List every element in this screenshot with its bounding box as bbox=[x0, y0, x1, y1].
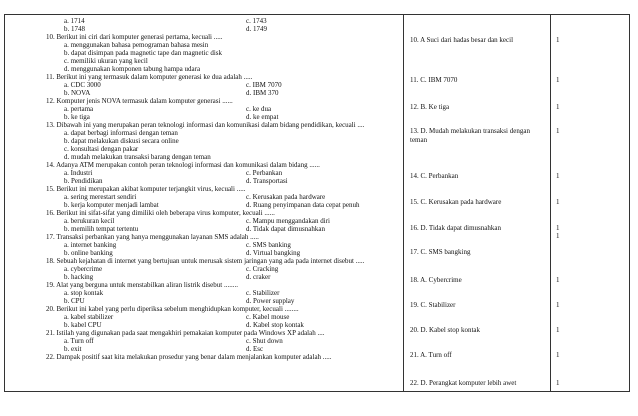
question-line: 14. Adanya ATM merupakan contoh peran teknologi informasi dan komunikasi dalam bidang ...... bbox=[46, 161, 320, 169]
question-line: a. Industri bbox=[64, 169, 93, 177]
question-line: b. kerja komputer menjadi lambat bbox=[64, 201, 159, 209]
answer-key-item: 22. D. Perangkat komputer lebih awet bbox=[410, 379, 517, 387]
question-line: a. cybercrime bbox=[64, 265, 103, 273]
question-line: a. kabel stabilizer bbox=[64, 313, 114, 321]
score-value: 1 bbox=[556, 127, 560, 135]
question-line: b. kabel CPU bbox=[64, 321, 102, 329]
question-line: b. CPU bbox=[64, 297, 85, 305]
question-line: b. exit bbox=[64, 345, 82, 353]
answer-key-item: 18. A. Cybercrime bbox=[410, 276, 462, 284]
question-line: c. memiliki ukuran yang kecil bbox=[64, 57, 148, 65]
question-line: b. dapat melakukan diskusi secara online bbox=[64, 137, 179, 145]
option-line: d. Esc bbox=[246, 345, 264, 353]
score-value: 1 bbox=[556, 276, 560, 284]
question-line: 13. Dibawah ini yang merupakan peran teknologi informasi dan komunikasi dalam bidang pendidikan, kecuali .... bbox=[46, 121, 365, 129]
question-line: c. konsultasi dengan pakar bbox=[64, 145, 139, 153]
question-line: 18. Sebuah kejahatan di internet yang bertujuan untuk merusak sistem jaringan yang ada pada internet disebut ..... bbox=[46, 257, 365, 265]
score-value: 1 bbox=[556, 103, 560, 111]
option-line: c. Stabilizer bbox=[246, 289, 280, 297]
option-line: c. SMS banking bbox=[246, 241, 291, 249]
question-line: a. stop kontak bbox=[64, 289, 104, 297]
option-line: d. Virtual bangking bbox=[246, 249, 301, 257]
option-line: d. 1749 bbox=[246, 25, 267, 33]
column-divider-answers bbox=[550, 14, 551, 392]
question-line: a. Turn off bbox=[64, 337, 94, 345]
option-line: c. Shut down bbox=[246, 337, 283, 345]
answer-key-item: 21. A. Turn off bbox=[410, 351, 452, 359]
option-line: c. 1743 bbox=[246, 17, 267, 25]
question-line: a. berukuran kecil bbox=[64, 217, 115, 225]
option-line: d. craker bbox=[246, 273, 271, 281]
option-line: d. Kabel stop kontak bbox=[246, 321, 304, 329]
option-line: d. IBM 370 bbox=[246, 89, 279, 97]
option-line: d. Tidak dapat dimusnahkan bbox=[246, 225, 325, 233]
answer-key-item: 19. C. Stabilizer bbox=[410, 301, 456, 309]
answer-key-item: 11. C. IBM 7070 bbox=[410, 76, 458, 84]
question-line: b. hacking bbox=[64, 273, 94, 281]
answer-key-item: 10. A Suci dari hadas besar dan kecil bbox=[410, 36, 514, 44]
option-line: c. IBM 7070 bbox=[246, 81, 282, 89]
score-value: 1 bbox=[556, 301, 560, 309]
score-value: 1 bbox=[556, 326, 560, 334]
question-line: a. 1714 bbox=[64, 17, 85, 25]
answer-key-item: 17. C. SMS bangking bbox=[410, 248, 471, 256]
answer-key-item: 14. C. Perbankan bbox=[410, 172, 459, 180]
question-line: 22. Dampak positif saat kita melakukan prosedur yang benar dalam menjalankan komputer adalah ..... bbox=[46, 353, 332, 361]
question-line: b. NOVA bbox=[64, 89, 91, 97]
question-line: a. internet banking bbox=[64, 241, 117, 249]
answer-key-item: 13. D. Mudah melakukan transaksi dengan teman bbox=[410, 127, 530, 144]
question-line: b. ke tiga bbox=[64, 113, 90, 121]
question-line: 21. Istilah yang digunakan pada saat mengakhiri pemakaian komputer pada Windows XP adalah .... bbox=[46, 329, 325, 337]
score-value: 1 bbox=[556, 198, 560, 206]
question-line: b. Pendidikan bbox=[64, 177, 103, 185]
score-value: 1 bbox=[556, 351, 560, 359]
option-line: c. Cracking bbox=[246, 265, 279, 273]
question-line: d. menggunakan komponen tabung hampa udara bbox=[64, 65, 201, 73]
option-line: d. Ruang penyimpanan data cepat penuh bbox=[246, 201, 360, 209]
question-line: b. 1748 bbox=[64, 25, 85, 33]
question-line: a. sering merestart sendiri bbox=[64, 193, 137, 201]
answer-key-item: 20. D. Kabel stop kontak bbox=[410, 326, 480, 334]
question-line: 12. Komputer jenis NOVA termasuk dalam komputer generasi ...... bbox=[46, 97, 233, 105]
score-value: 1 bbox=[556, 76, 560, 84]
score-value: 1 bbox=[556, 379, 560, 387]
option-line: c. ke dua bbox=[246, 105, 272, 113]
question-line: a. pertama bbox=[64, 105, 94, 113]
question-line: 11. Berikut ini yang termasuk dalam komputer generasi ke dua adalah ..... bbox=[46, 73, 253, 81]
question-line: a. dapat berbagi informasi dengan teman bbox=[64, 129, 178, 137]
question-line: 10. Berikut ini ciri dari komputer generasi pertama, kecuali ..... bbox=[46, 33, 223, 41]
option-line: c. Kerusakan pada hardware bbox=[246, 193, 326, 201]
score-value: 1 bbox=[556, 36, 560, 44]
question-line: 17. Transaksi perbankan yang hanya menggunakan layanan SMS adalah ..... bbox=[46, 233, 259, 241]
column-divider-questions bbox=[403, 14, 404, 392]
option-line: d. ke empat bbox=[246, 113, 279, 121]
score-value: 1 bbox=[556, 232, 560, 240]
answer-key-item: 16. D. Tidak dapat dimusnahkan bbox=[410, 224, 501, 232]
question-line: d. mudah melakukan transaksi barang dengan teman bbox=[64, 153, 211, 161]
question-line: b. online banking bbox=[64, 249, 113, 257]
question-line: 20. Berikut ini kabel yang perlu diperiksa sebelum menghidupkan komputer, kecuali ........ bbox=[46, 305, 299, 313]
option-line: c. Perbankan bbox=[246, 169, 283, 177]
question-line: 19. Alat yang berguna untuk menstabilkan aliran listrik disebut ........ bbox=[46, 281, 238, 289]
answer-key-item: 15. C. Kerusakan pada hardware bbox=[410, 198, 502, 206]
question-line: a. menggunakan bahasa pemograman bahasa mesin bbox=[64, 41, 209, 49]
option-line: d. Transportasi bbox=[246, 177, 288, 185]
option-line: c. Kabel mouse bbox=[246, 313, 290, 321]
question-line: b. dapat disimpan pada magnetic tape dan magnetic disk bbox=[64, 49, 223, 57]
answer-key-item: 12. B. Ke tiga bbox=[410, 103, 450, 111]
question-line: b. memilih tempat tertentu bbox=[64, 225, 139, 233]
option-line: d. Power supplay bbox=[246, 297, 295, 305]
question-line: 16. Berikut ini sifat-sifat yang dimiliki oleh beberapa virus komputer, kecuali ...... bbox=[46, 209, 275, 217]
score-value: 1 bbox=[556, 224, 560, 232]
question-line: a. CDC 3000 bbox=[64, 81, 101, 89]
question-line: 15. Berikut ini merupakan akibat komputer terjangkit virus, kecuali ..... bbox=[46, 185, 246, 193]
option-line: c. Mampu menggandakan diri bbox=[246, 217, 330, 225]
score-value: 1 bbox=[556, 172, 560, 180]
